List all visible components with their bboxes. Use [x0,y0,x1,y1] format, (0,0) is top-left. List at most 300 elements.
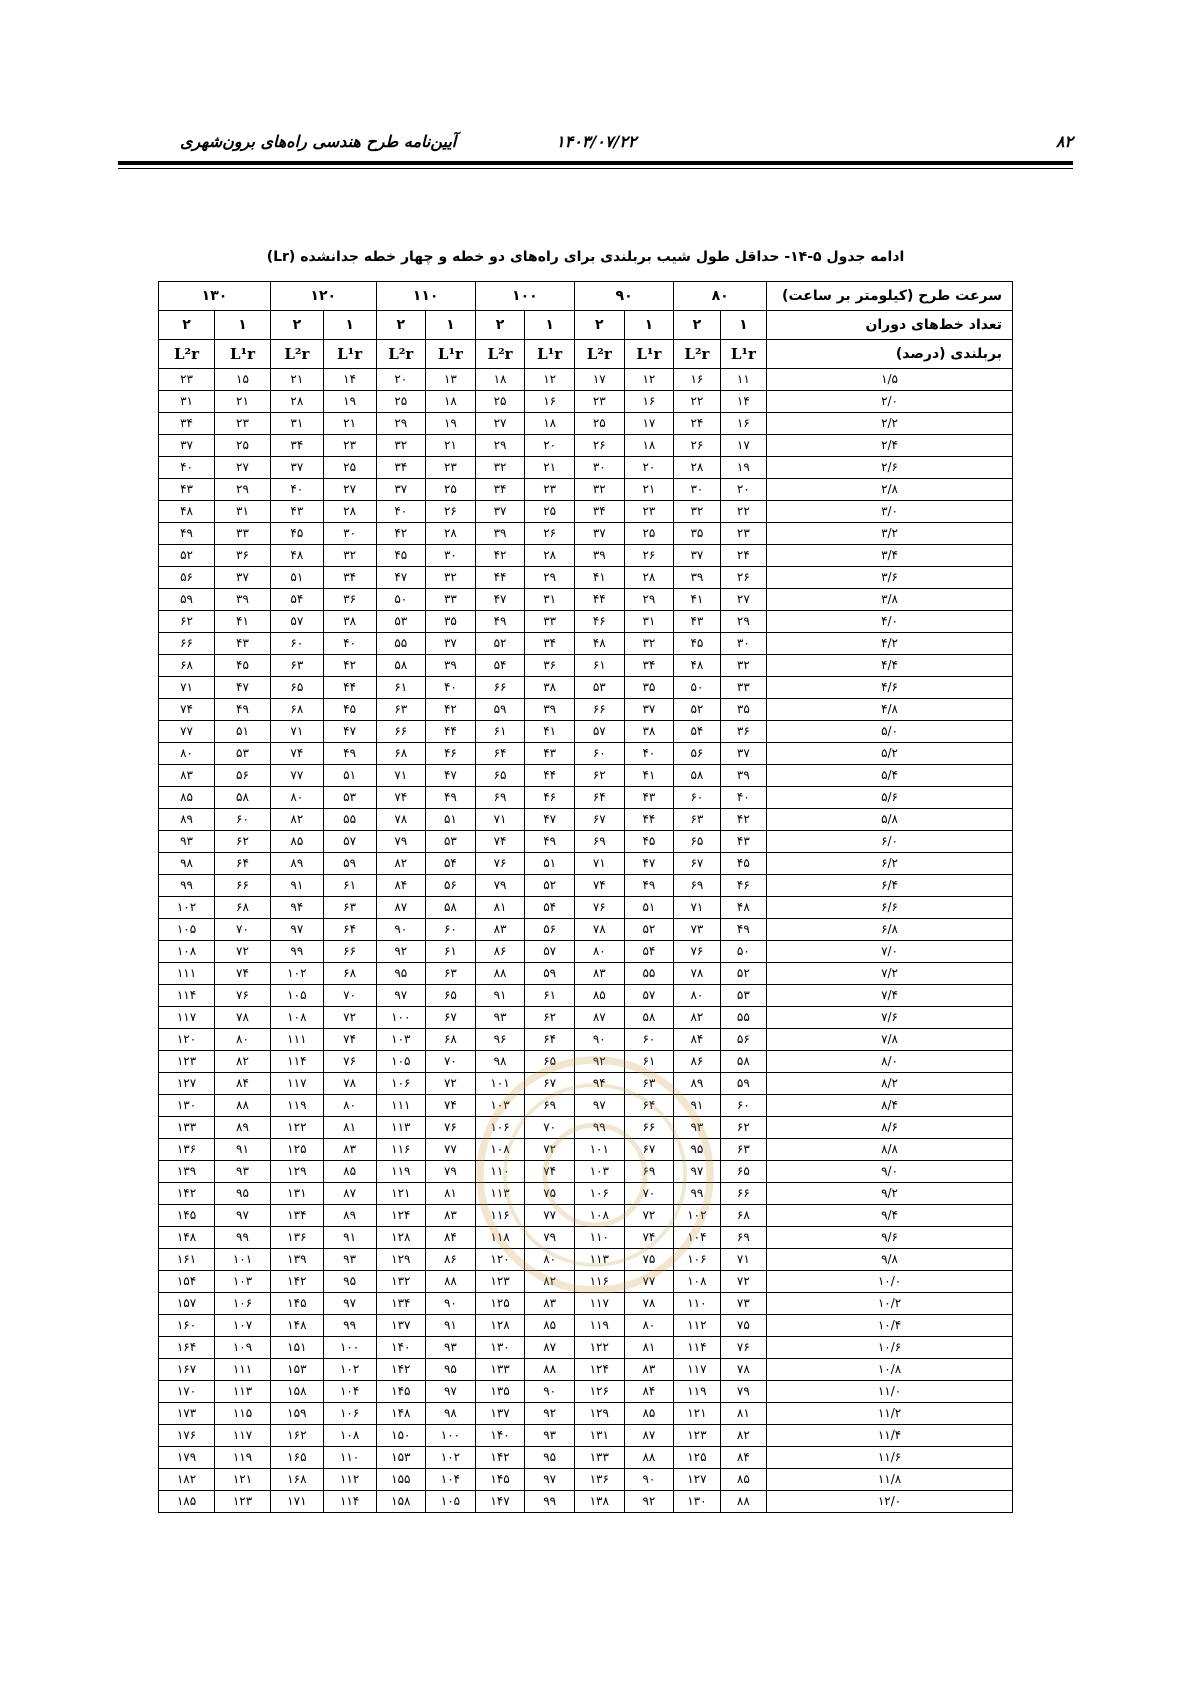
length-value: ۱۰۰ [323,1337,376,1359]
length-value: ۱۲۷ [674,1469,720,1491]
length-symbol-header: L¹r [323,340,376,369]
length-value: ۲۸ [426,523,476,545]
length-value: ۸۵ [270,831,323,853]
length-value: ۱۶۸ [270,1469,323,1491]
length-value: ۱۰۸ [674,1271,720,1293]
length-value: ۲۱ [270,369,323,391]
length-value: ۷۴ [270,743,323,765]
length-value: ۳۲ [674,501,720,523]
length-value: ۴۴ [525,765,575,787]
length-value: ۷۹ [475,875,525,897]
length-value: ۹۳ [159,831,215,853]
length-value: ۱۱۰ [323,1447,376,1469]
length-value: ۸۷ [525,1337,575,1359]
superelevation-value: ۲/۸ [767,479,1013,501]
length-value: ۸۰ [323,1095,376,1117]
length-value: ۹۴ [574,1073,624,1095]
length-value: ۳۵ [674,523,720,545]
length-value: ۹۳ [525,1425,575,1447]
length-value: ۷۵ [624,1249,674,1271]
length-value: ۹۹ [323,1315,376,1337]
length-value: ۱۲۸ [376,1227,426,1249]
length-value: ۳۹ [674,567,720,589]
length-value: ۱۶۲ [270,1425,323,1447]
length-value: ۴۸ [270,545,323,567]
table-row [159,1293,1013,1315]
length-value: ۱۴۸ [376,1403,426,1425]
length-value: ۵۹ [159,589,215,611]
length-value: ۱۴۰ [376,1337,426,1359]
table-row [159,589,1013,611]
lane-count-header: ۲ [159,311,215,340]
length-value: ۴۷ [323,721,376,743]
length-value: ۱۰۵ [270,985,323,1007]
length-value: ۱۰۲ [674,1205,720,1227]
length-value: ۲۹ [624,589,674,611]
length-value: ۱۴۵ [159,1205,215,1227]
length-value: ۱۱۴ [674,1337,720,1359]
length-value: ۹۱ [215,1139,271,1161]
table-row [159,677,1013,699]
length-value: ۴۵ [215,655,271,677]
length-value: ۶۰ [720,1095,766,1117]
length-value: ۱۲ [525,369,575,391]
length-value: ۳۷ [574,523,624,545]
superelevation-value: ۲/۴ [767,435,1013,457]
length-value: ۷۱ [270,721,323,743]
lane-count-header: ۲ [674,311,720,340]
length-value: ۱۱۴ [270,1051,323,1073]
length-value: ۸۹ [323,1205,376,1227]
length-value: ۹۹ [270,941,323,963]
length-value: ۳۱ [215,501,271,523]
length-value: ۳۰ [720,633,766,655]
length-value: ۱۴۷ [475,1491,525,1513]
table-row [159,1271,1013,1293]
length-value: ۶۸ [376,743,426,765]
length-value: ۳۱ [159,391,215,413]
length-value: ۵۲ [159,545,215,567]
length-value: ۱۰۳ [574,1161,624,1183]
length-value: ۴۷ [475,589,525,611]
length-value: ۹۷ [270,919,323,941]
length-value: ۱۵۴ [159,1271,215,1293]
length-value: ۱۲۱ [376,1183,426,1205]
superelevation-value: ۳/۸ [767,589,1013,611]
length-value: ۴۶ [525,787,575,809]
length-value: ۱۴۲ [376,1359,426,1381]
length-value: ۷۶ [215,985,271,1007]
length-value: ۷۶ [426,1117,476,1139]
length-value: ۲۶ [624,545,674,567]
length-value: ۹۳ [426,1337,476,1359]
table-row [159,369,1013,391]
length-value: ۸۰ [624,1315,674,1337]
length-value: ۱۰۲ [323,1359,376,1381]
length-value: ۱۱۲ [674,1315,720,1337]
length-value: ۱۴۸ [159,1227,215,1249]
length-value: ۳۷ [426,633,476,655]
length-value: ۳۵ [624,677,674,699]
length-value: ۲۱ [323,413,376,435]
superelevation-value: ۴/۸ [767,699,1013,721]
length-value: ۶۴ [475,743,525,765]
length-value: ۱۳۴ [270,1205,323,1227]
length-value: ۸۴ [624,1381,674,1403]
length-value: ۷۴ [426,1095,476,1117]
length-value: ۳۹ [475,523,525,545]
lane-count-header: ۱ [525,311,575,340]
length-value: ۱۰۲ [270,963,323,985]
length-value: ۵۱ [624,897,674,919]
length-value: ۶۰ [674,787,720,809]
length-value: ۷۲ [624,1205,674,1227]
length-value: ۵۲ [720,963,766,985]
length-value: ۵۷ [624,985,674,1007]
length-value: ۵۳ [426,831,476,853]
length-value: ۱۴۵ [475,1469,525,1491]
length-value: ۷۱ [475,809,525,831]
length-value: ۴۱ [674,589,720,611]
length-value: ۷۲ [525,1139,575,1161]
length-value: ۱۴۵ [376,1381,426,1403]
length-value: ۱۶ [674,369,720,391]
length-value: ۴۵ [323,699,376,721]
length-value: ۱۱۳ [574,1249,624,1271]
length-value: ۶۱ [624,1051,674,1073]
length-value: ۹۳ [475,1007,525,1029]
length-value: ۲۸ [674,457,720,479]
length-value: ۹۲ [525,1403,575,1425]
length-value: ۶۶ [475,677,525,699]
table-row [159,1447,1013,1469]
length-value: ۱۳۵ [475,1381,525,1403]
length-value: ۳۳ [525,611,575,633]
length-value: ۳۴ [159,413,215,435]
length-value: ۴۰ [159,457,215,479]
length-value: ۱۹ [426,413,476,435]
length-value: ۲۹ [475,435,525,457]
length-value: ۸۰ [674,985,720,1007]
length-value: ۱۲۶ [574,1381,624,1403]
superelevation-value: ۱۰/۴ [767,1315,1013,1337]
length-value: ۵۱ [525,853,575,875]
table-row [159,1073,1013,1095]
length-value: ۷۲ [323,1007,376,1029]
length-value: ۸۵ [159,787,215,809]
length-value: ۱۸۲ [159,1469,215,1491]
speed-header-label: سرعت طرح (کیلومتر بر ساعت) [767,282,1013,311]
length-value: ۶۷ [525,1073,575,1095]
length-value: ۷۱ [674,897,720,919]
length-value: ۳۹ [426,655,476,677]
length-value: ۹۵ [376,963,426,985]
length-value: ۷۸ [215,1007,271,1029]
length-value: ۹۷ [376,985,426,1007]
length-value: ۵۳ [215,743,271,765]
length-value: ۱۲۹ [270,1161,323,1183]
length-value: ۸۵ [720,1469,766,1491]
length-value: ۱۵۸ [270,1381,323,1403]
length-value: ۹۲ [574,1051,624,1073]
length-value: ۷۸ [574,919,624,941]
length-value: ۱۳۶ [574,1469,624,1491]
length-value: ۶۸ [215,897,271,919]
length-value: ۴۹ [159,523,215,545]
length-value: ۱۶ [624,391,674,413]
length-value: ۸۴ [376,875,426,897]
length-value: ۶۶ [624,1117,674,1139]
length-value: ۳۰ [674,479,720,501]
length-value: ۲۳ [159,369,215,391]
lane-count-header: ۲ [574,311,624,340]
length-value: ۱۳۴ [376,1293,426,1315]
length-value: ۶۵ [525,1051,575,1073]
length-value: ۸۰ [159,743,215,765]
length-value: ۱۹ [323,391,376,413]
length-value: ۸۰ [574,941,624,963]
lanes-header-label: تعداد خط‌های دوران [767,311,1013,340]
length-value: ۹۹ [215,1227,271,1249]
length-value: ۷۹ [720,1381,766,1403]
length-symbol-header: L¹r [624,340,674,369]
length-value: ۲۸ [323,501,376,523]
length-value: ۷۳ [674,919,720,941]
length-value: ۶۰ [574,743,624,765]
length-value: ۱۱۷ [215,1425,271,1447]
length-value: ۱۱۱ [270,1029,323,1051]
length-value: ۸۷ [624,1425,674,1447]
length-value: ۷۹ [376,831,426,853]
superelevation-value: ۶/۶ [767,897,1013,919]
length-value: ۷۲ [720,1271,766,1293]
length-value: ۷۰ [624,1183,674,1205]
length-symbol-header: L²r [674,340,720,369]
length-value: ۳۷ [674,545,720,567]
table-row [159,1139,1013,1161]
length-value: ۱۱۳ [376,1117,426,1139]
superelevation-value: ۲/۶ [767,457,1013,479]
length-value: ۶۴ [215,853,271,875]
table-row [159,1491,1013,1513]
length-value: ۱۲۵ [270,1139,323,1161]
length-value: ۱۲۴ [376,1205,426,1227]
length-value: ۳۲ [376,435,426,457]
length-value: ۵۷ [323,831,376,853]
length-value: ۲۶ [525,523,575,545]
length-value: ۷۲ [215,941,271,963]
length-value: ۴۳ [674,611,720,633]
length-value: ۳۴ [475,479,525,501]
length-value: ۷۶ [475,853,525,875]
length-value: ۷۰ [323,985,376,1007]
table-caption: ادامه جدول ۵-۱۴- حداقل طول شیب بربلندی برای راه‌های دو خطه و چهار خطه جدانشده (Lr) [266,249,905,265]
length-value: ۵۸ [376,655,426,677]
length-value: ۱۶۴ [159,1337,215,1359]
length-value: ۳۶ [720,721,766,743]
length-value: ۹۱ [270,875,323,897]
superelevation-value: ۱۱/۲ [767,1403,1013,1425]
length-value: ۸۴ [720,1447,766,1469]
length-value: ۱۹ [720,457,766,479]
length-value: ۱۰۸ [159,941,215,963]
length-value: ۵۹ [323,853,376,875]
length-value: ۱۴۲ [159,1183,215,1205]
length-value: ۱۸ [426,391,476,413]
length-value: ۵۱ [215,721,271,743]
length-value: ۸۱ [720,1403,766,1425]
length-value: ۱۳۸ [574,1491,624,1513]
length-value: ۵۴ [525,897,575,919]
length-value: ۷۶ [720,1337,766,1359]
length-value: ۱۳۰ [159,1095,215,1117]
length-value: ۸۶ [426,1249,476,1271]
length-value: ۶۵ [475,765,525,787]
length-value: ۲۷ [720,589,766,611]
length-value: ۸۵ [624,1403,674,1425]
length-value: ۷۸ [720,1359,766,1381]
superelevation-value: ۳/۲ [767,523,1013,545]
length-value: ۳۷ [475,501,525,523]
length-value: ۱۷۳ [159,1403,215,1425]
length-value: ۸۳ [624,1359,674,1381]
length-value: ۳۲ [426,567,476,589]
table-row [159,633,1013,655]
length-value: ۱۶۰ [159,1315,215,1337]
length-value: ۱۵۰ [376,1425,426,1447]
length-value: ۸۸ [426,1271,476,1293]
table-row [159,1425,1013,1447]
length-value: ۸۹ [270,853,323,875]
length-value: ۱۳۶ [270,1227,323,1249]
length-value: ۵۱ [270,567,323,589]
table-row [159,501,1013,523]
lane-count-header: ۲ [376,311,426,340]
length-value: ۹۵ [674,1139,720,1161]
length-value: ۳۴ [574,501,624,523]
length-value: ۱۷ [624,413,674,435]
length-value: ۴۲ [426,699,476,721]
length-value: ۲۲ [674,391,720,413]
length-value: ۱۰۴ [426,1469,476,1491]
length-value: ۹۷ [426,1381,476,1403]
length-value: ۹۰ [376,919,426,941]
length-value: ۶۳ [674,809,720,831]
length-value: ۸۸ [525,1359,575,1381]
length-value: ۴۵ [624,831,674,853]
length-value: ۱۳۰ [475,1337,525,1359]
length-value: ۸۰ [215,1029,271,1051]
length-value: ۴۹ [720,919,766,941]
table-row [159,985,1013,1007]
page-number: ۸۲ [1055,132,1073,151]
length-value: ۱۸ [624,435,674,457]
length-value: ۱۲۱ [674,1403,720,1425]
length-value: ۴۲ [475,545,525,567]
length-value: ۲۹ [215,479,271,501]
length-value: ۸۷ [376,897,426,919]
length-value: ۳۵ [720,699,766,721]
length-value: ۱۷ [574,369,624,391]
length-value: ۶۱ [475,721,525,743]
table-row [159,919,1013,941]
length-value: ۵۹ [475,699,525,721]
length-value: ۸۳ [574,963,624,985]
length-value: ۶۰ [270,633,323,655]
length-value: ۸۹ [159,809,215,831]
length-value: ۲۴ [720,545,766,567]
superelevation-header-label: بربلندی (درصد) [767,340,1013,369]
length-value: ۲۹ [525,567,575,589]
length-value: ۳۹ [525,699,575,721]
length-value: ۴۱ [574,567,624,589]
length-value: ۲۷ [475,413,525,435]
length-value: ۶۳ [720,1139,766,1161]
length-value: ۴۹ [323,743,376,765]
superelevation-value: ۱۰/۰ [767,1271,1013,1293]
length-value: ۱۴۸ [270,1315,323,1337]
length-value: ۴۴ [426,721,476,743]
superelevation-value: ۸/۲ [767,1073,1013,1095]
length-value: ۳۷ [215,567,271,589]
speed-header: ۱۲۰ [270,282,376,311]
length-value: ۸۳ [159,765,215,787]
table-row [159,1029,1013,1051]
length-value: ۵۷ [525,941,575,963]
length-value: ۶۰ [215,809,271,831]
length-value: ۹۵ [525,1447,575,1469]
length-value: ۱۶۱ [159,1249,215,1271]
length-value: ۱۰۸ [574,1205,624,1227]
length-value: ۵۰ [674,677,720,699]
length-value: ۷۴ [323,1029,376,1051]
length-value: ۱۰۶ [475,1117,525,1139]
length-value: ۴۹ [624,875,674,897]
length-value: ۹۴ [270,897,323,919]
length-value: ۵۵ [323,809,376,831]
length-value: ۴۴ [323,677,376,699]
length-value: ۱۱۴ [159,985,215,1007]
length-value: ۱۱۹ [376,1161,426,1183]
length-value: ۵۵ [376,633,426,655]
length-value: ۲۱ [525,457,575,479]
lane-count-header: ۱ [426,311,476,340]
length-value: ۱۰۳ [376,1029,426,1051]
length-value: ۱۱۹ [215,1447,271,1469]
length-value: ۹۱ [475,985,525,1007]
table-row [159,699,1013,721]
length-value: ۹۰ [574,1029,624,1051]
length-value: ۴۸ [674,655,720,677]
length-value: ۲۶ [720,567,766,589]
length-value: ۴۸ [720,897,766,919]
table-row [159,611,1013,633]
length-value: ۶۲ [525,1007,575,1029]
length-value: ۱۸ [475,369,525,391]
length-symbol-header: L²r [475,340,525,369]
superelevation-value: ۳/۰ [767,501,1013,523]
superelevation-value: ۷/۲ [767,963,1013,985]
length-value: ۱۷۹ [159,1447,215,1469]
length-value: ۳۲ [323,545,376,567]
length-value: ۵۸ [624,1007,674,1029]
length-value: ۱۰۵ [426,1491,476,1513]
superelevation-value: ۱۰/۶ [767,1337,1013,1359]
length-value: ۱۱۳ [475,1183,525,1205]
length-value: ۴۰ [720,787,766,809]
length-value: ۶۶ [720,1183,766,1205]
length-value: ۱۵۳ [376,1447,426,1469]
